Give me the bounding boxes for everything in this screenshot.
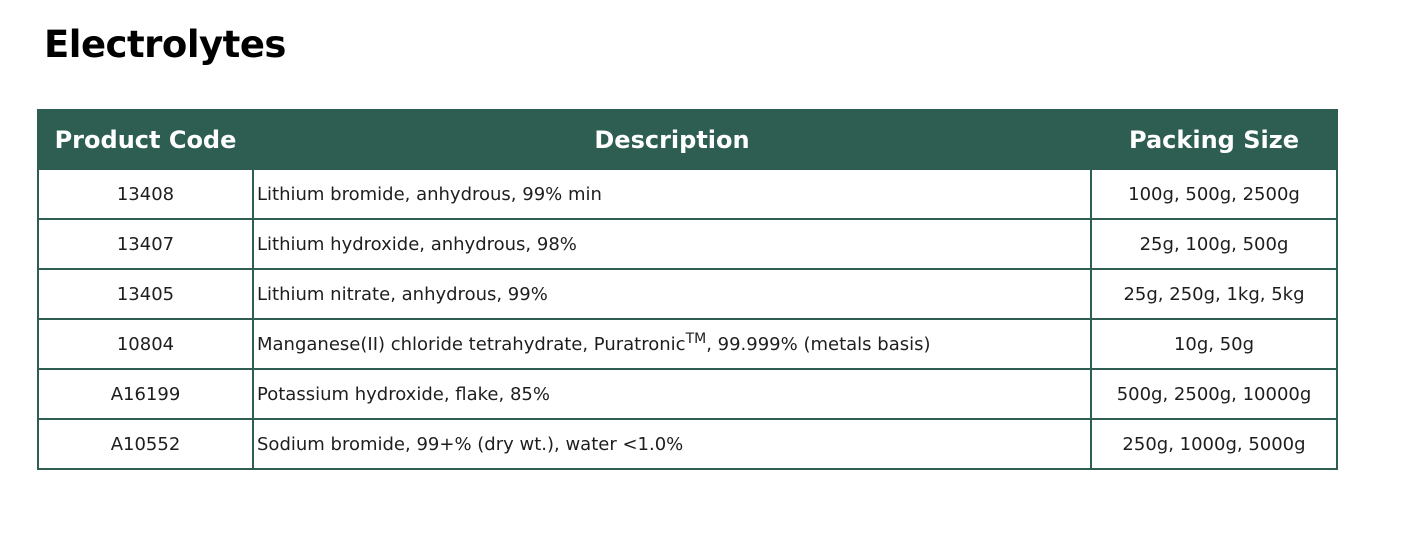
packing-size-cell: 10g, 50g	[1091, 319, 1337, 369]
description-cell	[253, 169, 1091, 219]
page-title: Electrolytes	[44, 23, 286, 66]
product-code-cell: 10804	[38, 319, 253, 369]
product-code-cell: 13407	[38, 219, 253, 269]
trademark-superscript: TM	[685, 330, 707, 347]
description-text: Lithium hydroxide, anhydrous, 98%	[257, 233, 577, 255]
packing-size-cell: 100g, 500g, 2500g	[1091, 169, 1337, 219]
description-text: Potassium hydroxide, flake, 85%	[257, 383, 550, 405]
column-header-description: Description	[253, 110, 1091, 169]
description-cell	[253, 319, 1091, 369]
description-text-suffix: , 99.999% (metals basis)	[706, 333, 931, 355]
table-row	[38, 319, 1337, 369]
product-code-cell: A10552	[38, 419, 253, 469]
product-code-cell: A16199	[38, 369, 253, 419]
product-code-cell: 13405	[38, 269, 253, 319]
product-table	[37, 109, 1338, 470]
column-header-product-code: Product Code	[38, 110, 253, 169]
description-cell	[253, 369, 1091, 419]
description-text: Lithium nitrate, anhydrous, 99%	[257, 283, 548, 305]
description-cell	[253, 419, 1091, 469]
product-code-cell: 13408	[38, 169, 253, 219]
description-text: Sodium bromide, 99+% (dry wt.), water <1.0%	[257, 433, 684, 455]
column-header-packing-size: Packing Size	[1091, 110, 1337, 169]
packing-size-cell: 500g, 2500g, 10000g	[1091, 369, 1337, 419]
table-row	[38, 419, 1337, 469]
table-row	[38, 269, 1337, 319]
packing-size-cell: 25g, 250g, 1kg, 5kg	[1091, 269, 1337, 319]
packing-size-cell: 25g, 100g, 500g	[1091, 219, 1337, 269]
description-cell	[253, 219, 1091, 269]
description-cell	[253, 269, 1091, 319]
description-text: Lithium bromide, anhydrous, 99% min	[257, 183, 602, 205]
table-header-row	[38, 110, 1337, 169]
table-row	[38, 369, 1337, 419]
table-row	[38, 219, 1337, 269]
description-text: Manganese(II) chloride tetrahydrate, Puratronic	[257, 333, 686, 355]
table-row	[38, 169, 1337, 219]
packing-size-cell: 250g, 1000g, 5000g	[1091, 419, 1337, 469]
